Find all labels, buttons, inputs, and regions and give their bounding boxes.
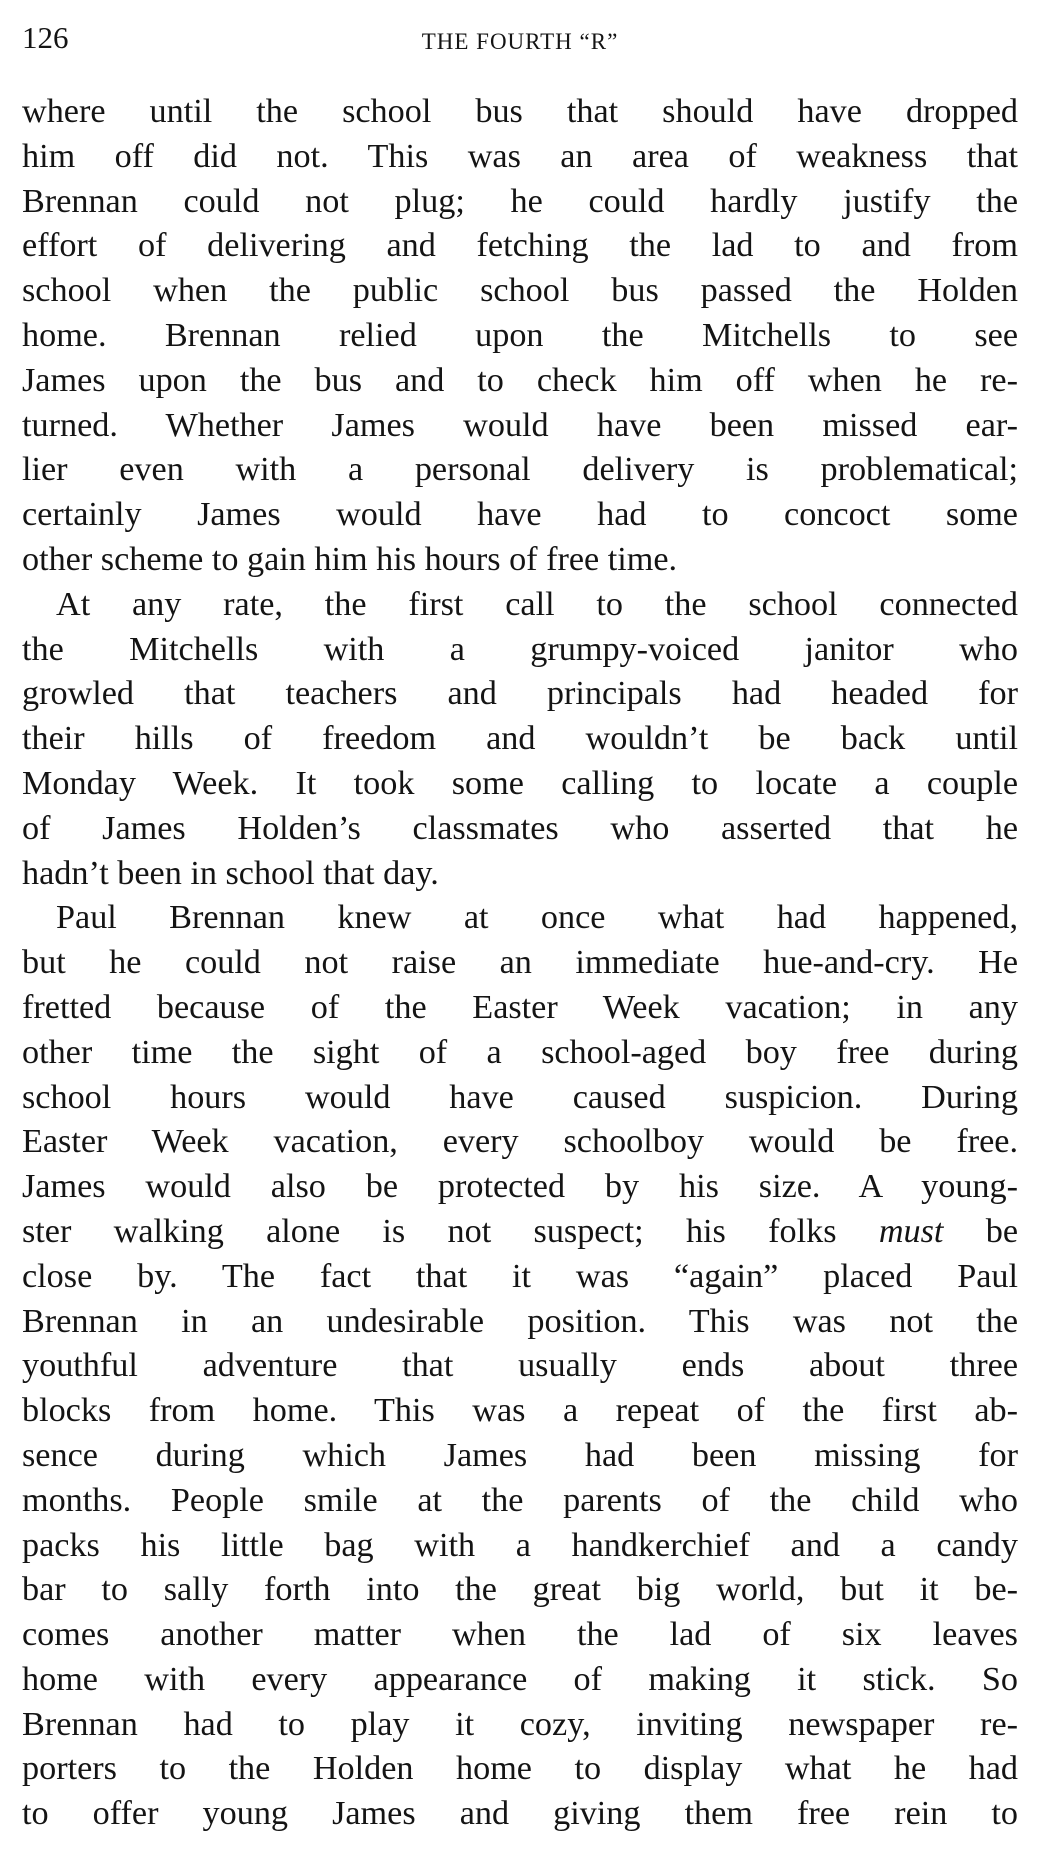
- text-line: [22, 1210, 1018, 1255]
- text-line: James would also be protected by his size. A young-: [22, 1168, 1018, 1206]
- text-line: At any rate, the first call to the school connected: [56, 585, 1018, 623]
- text-line: certainly James would have had to concoct some: [22, 496, 1018, 534]
- text-line: packs his little bag with a handkerchief and a candy: [22, 1526, 1018, 1564]
- text-line: to offer young James and giving them free rein to: [22, 1795, 1018, 1833]
- text-line: Easter Week vacation, every schoolboy would be free.: [22, 1123, 1018, 1161]
- emphasis-text: must: [878, 1212, 944, 1250]
- text-line: comes another matter when the lad of six leaves: [22, 1616, 1018, 1654]
- text-line: home with every appearance of making it stick. So: [22, 1660, 1018, 1698]
- text-line: youthful adventure that usually ends about three: [22, 1347, 1018, 1385]
- text-segment: be: [985, 1212, 1018, 1250]
- text-line: fretted because of the Easter Week vacation; in any: [22, 988, 1018, 1026]
- text-line: of James Holden’s classmates who asserted that he: [22, 809, 1018, 847]
- page-number: 126: [22, 20, 69, 55]
- text-line: hadn’t been in school that day.: [22, 854, 439, 892]
- text-segment: ster walking alone is not suspect; his folks: [22, 1212, 837, 1250]
- text-line: other time the sight of a school-aged boy free during: [22, 1033, 1018, 1071]
- paragraph: [22, 896, 1018, 1837]
- text-line: months. People smile at the parents of the child who: [22, 1481, 1018, 1519]
- text-line: him off did not. This was an area of weakness that: [22, 137, 1018, 175]
- body-text: [22, 90, 1018, 1837]
- text-line: school hours would have caused suspicion. During: [22, 1078, 1018, 1116]
- text-line: lier even with a personal delivery is problematical;: [22, 451, 1018, 489]
- text-line: where until the school bus that should have dropped: [22, 93, 1018, 130]
- text-line: their hills of freedom and wouldn’t be back until: [22, 720, 1018, 758]
- text-line: effort of delivering and fetching the lad to and from: [22, 227, 1018, 265]
- page-header: [22, 18, 1018, 68]
- text-line: the Mitchells with a grumpy-voiced janitor who: [22, 630, 1018, 668]
- text-line: school when the public school bus passed the Holden: [22, 272, 1018, 310]
- text-line: Brennan in an undesirable position. This was not the: [22, 1302, 1018, 1340]
- text-line: turned. Whether James would have been missed ear-: [22, 406, 1018, 444]
- text-line: growled that teachers and principals had headed for: [22, 675, 1018, 713]
- text-line: blocks from home. This was a repeat of the first ab-: [22, 1392, 1018, 1430]
- text-line: Monday Week. It took some calling to locate a couple: [22, 764, 1018, 802]
- paragraph: [22, 583, 1018, 897]
- text-line: close by. The fact that it was “again” placed Paul: [22, 1257, 1018, 1295]
- paragraph: [22, 90, 1018, 583]
- text-line: but he could not raise an immediate hue-and-cry. He: [22, 944, 1018, 982]
- text-line: Paul Brennan knew at once what had happened,: [56, 899, 1018, 937]
- book-page: [22, 18, 1018, 1837]
- text-line: Brennan could not plug; he could hardly justify the: [22, 182, 1018, 220]
- text-line: Brennan had to play it cozy, inviting newspaper re-: [22, 1705, 1018, 1743]
- text-line: bar to sally forth into the great big world, but it be-: [22, 1571, 1018, 1609]
- text-line: other scheme to gain him his hours of free time.: [22, 540, 678, 578]
- text-line: porters to the Holden home to display what he had: [22, 1750, 1018, 1788]
- text-line: sence during which James had been missing for: [22, 1436, 1018, 1474]
- text-line: James upon the bus and to check him off when he re-: [22, 361, 1018, 399]
- running-title: THE FOURTH “R”: [421, 29, 619, 54]
- text-line: home. Brennan relied upon the Mitchells to see: [22, 316, 1018, 354]
